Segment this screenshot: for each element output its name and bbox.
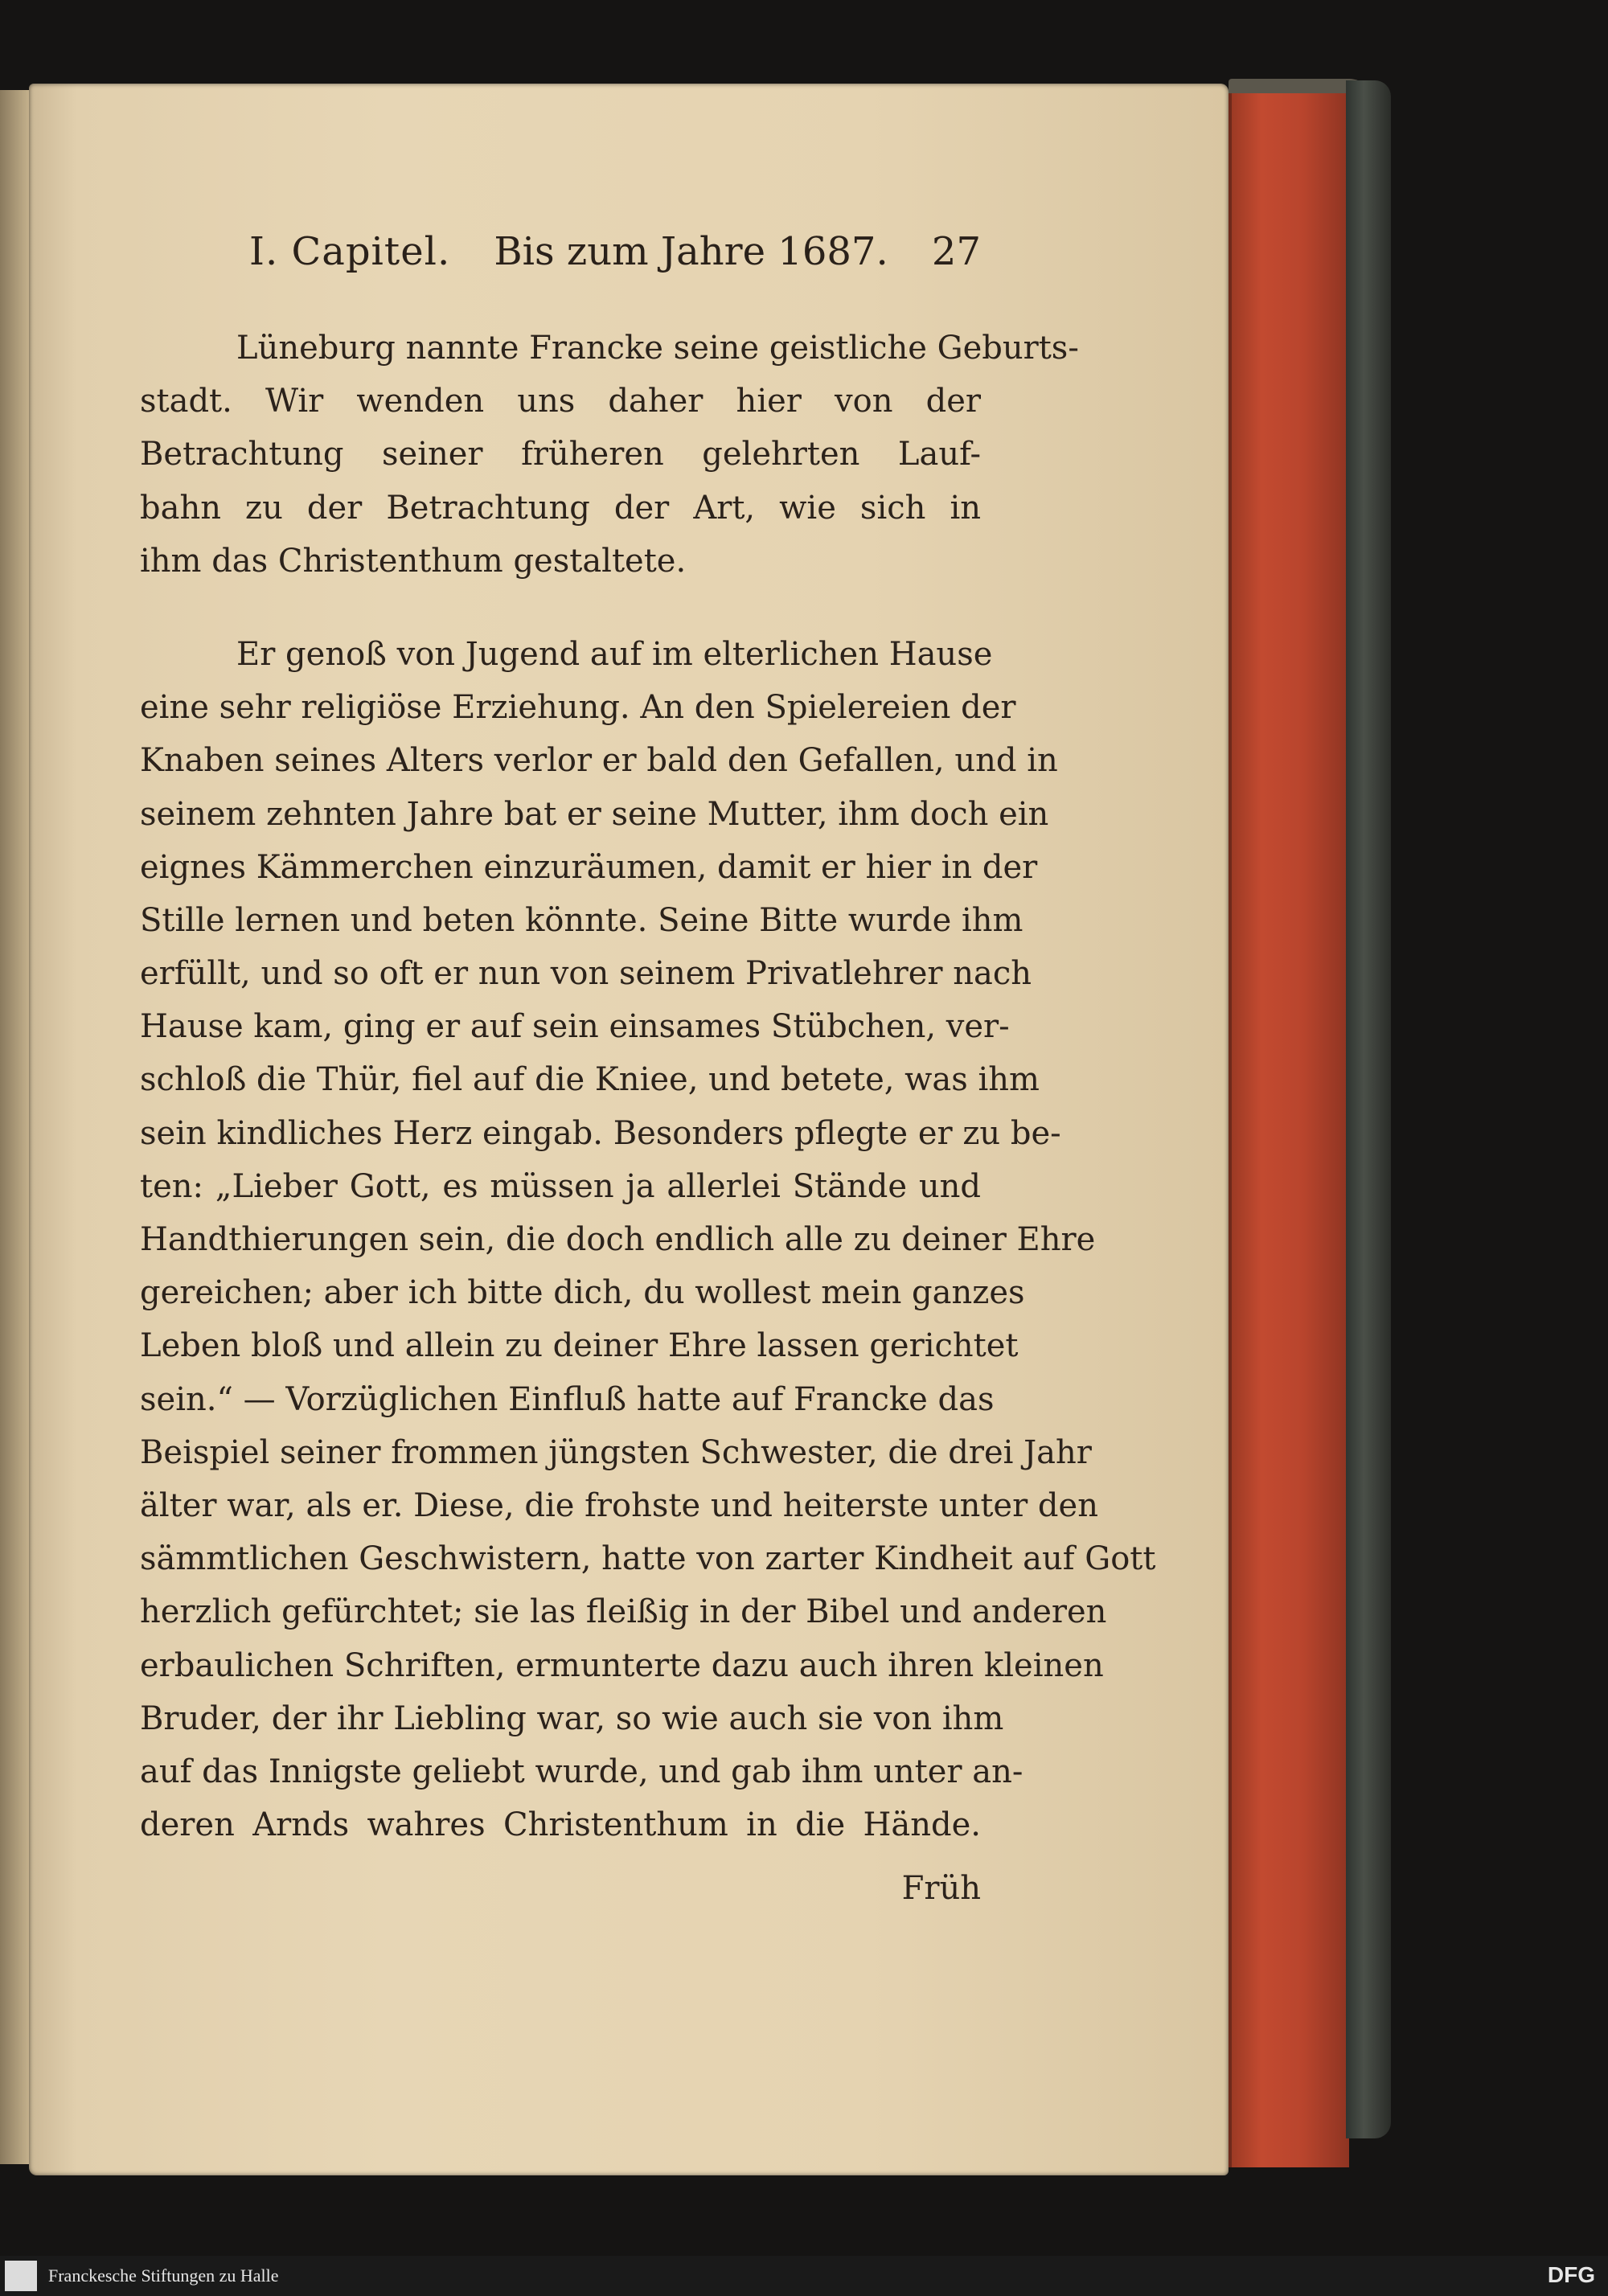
text-line: Beispiel seiner frommen jüngsten Schwester, die drei Jahr [140, 1433, 1092, 1471]
text-line: erbaulichen Schriften, ermunterte dazu auch ihren kleinen [140, 1646, 1104, 1684]
text-line: Stille lernen und beten könnte. Seine Bitte wurde ihm [140, 901, 1023, 939]
text-line: ten: „Lieber Gott, es müssen ja allerlei Stände und [140, 1167, 981, 1205]
text-line: schloß die Thür, fiel auf die Kniee, und betete, was ihm [140, 1061, 1040, 1099]
text-line: stadt. Wir wenden uns daher hier von der [140, 383, 981, 420]
text-line: herzlich gefürchtet; sie las fleißig in der Bibel und anderen [140, 1593, 1107, 1631]
text-line: gereichen; aber ich bitte dich, du wollest mein ganzes [140, 1274, 1025, 1312]
running-header [249, 229, 981, 274]
text-line: Leben bloß und allein zu deiner Ehre lassen gerichtet [140, 1327, 1019, 1365]
text-line: Knaben seines Alters verlor er bald den Gefallen, und in [140, 742, 1058, 780]
text-line: Hause kam, ging er auf sein einsames Stübchen, ver- [140, 1008, 1010, 1046]
text-line: Bruder, der ihr Liebling war, so wie auch sie von ihm [140, 1699, 1004, 1737]
text-line: eignes Kämmerchen einzuräumen, damit er hier in der [140, 848, 1038, 886]
header-title: Bis zum Jahre 1687. [494, 229, 888, 274]
text-line: älter war, als er. Diese, die frohste und heiterste unter den [140, 1486, 1098, 1524]
text-line: ihm das Christenthum gestaltete. [140, 542, 687, 580]
page-number: 27 [931, 229, 981, 274]
dfg-logo: DFG [1547, 2262, 1595, 2287]
text-line: eine sehr religiöse Erziehung. An den Spielereien der [140, 689, 1016, 727]
institution-logo-icon [5, 2261, 37, 2291]
chapter-label: I. Capitel. [249, 229, 451, 274]
footer-bar [0, 2256, 1608, 2296]
text-line: erfüllt, und so oft er nun von seinem Privatlehrer nach [140, 955, 1032, 993]
text-line: Er genoß von Jugend auf im elterlichen Hause [236, 635, 993, 673]
text-line: Betrachtung seiner früheren gelehrten Lauf- [140, 436, 981, 474]
book-cover-spine [1346, 80, 1391, 2138]
text-line: sämmtlichen Geschwistern, hatte von zarter Kindheit auf Gott [140, 1540, 1156, 1578]
text-line: sein kindliches Herz eingab. Besonders pflegte er zu be- [140, 1114, 1061, 1152]
text-line: bahn zu der Betrachtung der Art, wie sich in [140, 489, 981, 527]
text-line: deren Arnds wahres Christenthum in die Hände. [140, 1806, 981, 1844]
text-line: sein.“ — Vorzüglichen Einfluß hatte auf Francke das [140, 1380, 995, 1418]
text-line: Lüneburg nannte Francke seine geistliche Geburts- [236, 330, 1079, 367]
catchword: Früh [901, 1870, 981, 1907]
body-text [140, 322, 1156, 1851]
paragraph-gap [140, 588, 981, 628]
previous-page-edge [0, 90, 31, 2164]
page-block-edge [1229, 93, 1349, 2167]
institution-name: Franckesche Stiftungen zu Halle [48, 2265, 279, 2286]
text-line: seinem zehnten Jahre bat er seine Mutter, ihm doch ein [140, 795, 1049, 833]
text-line: auf das Innigste geliebt wurde, und gab ihm unter an- [140, 1753, 1023, 1790]
text-line: Handthierungen sein, die doch endlich alle zu deiner Ehre [140, 1221, 1096, 1258]
